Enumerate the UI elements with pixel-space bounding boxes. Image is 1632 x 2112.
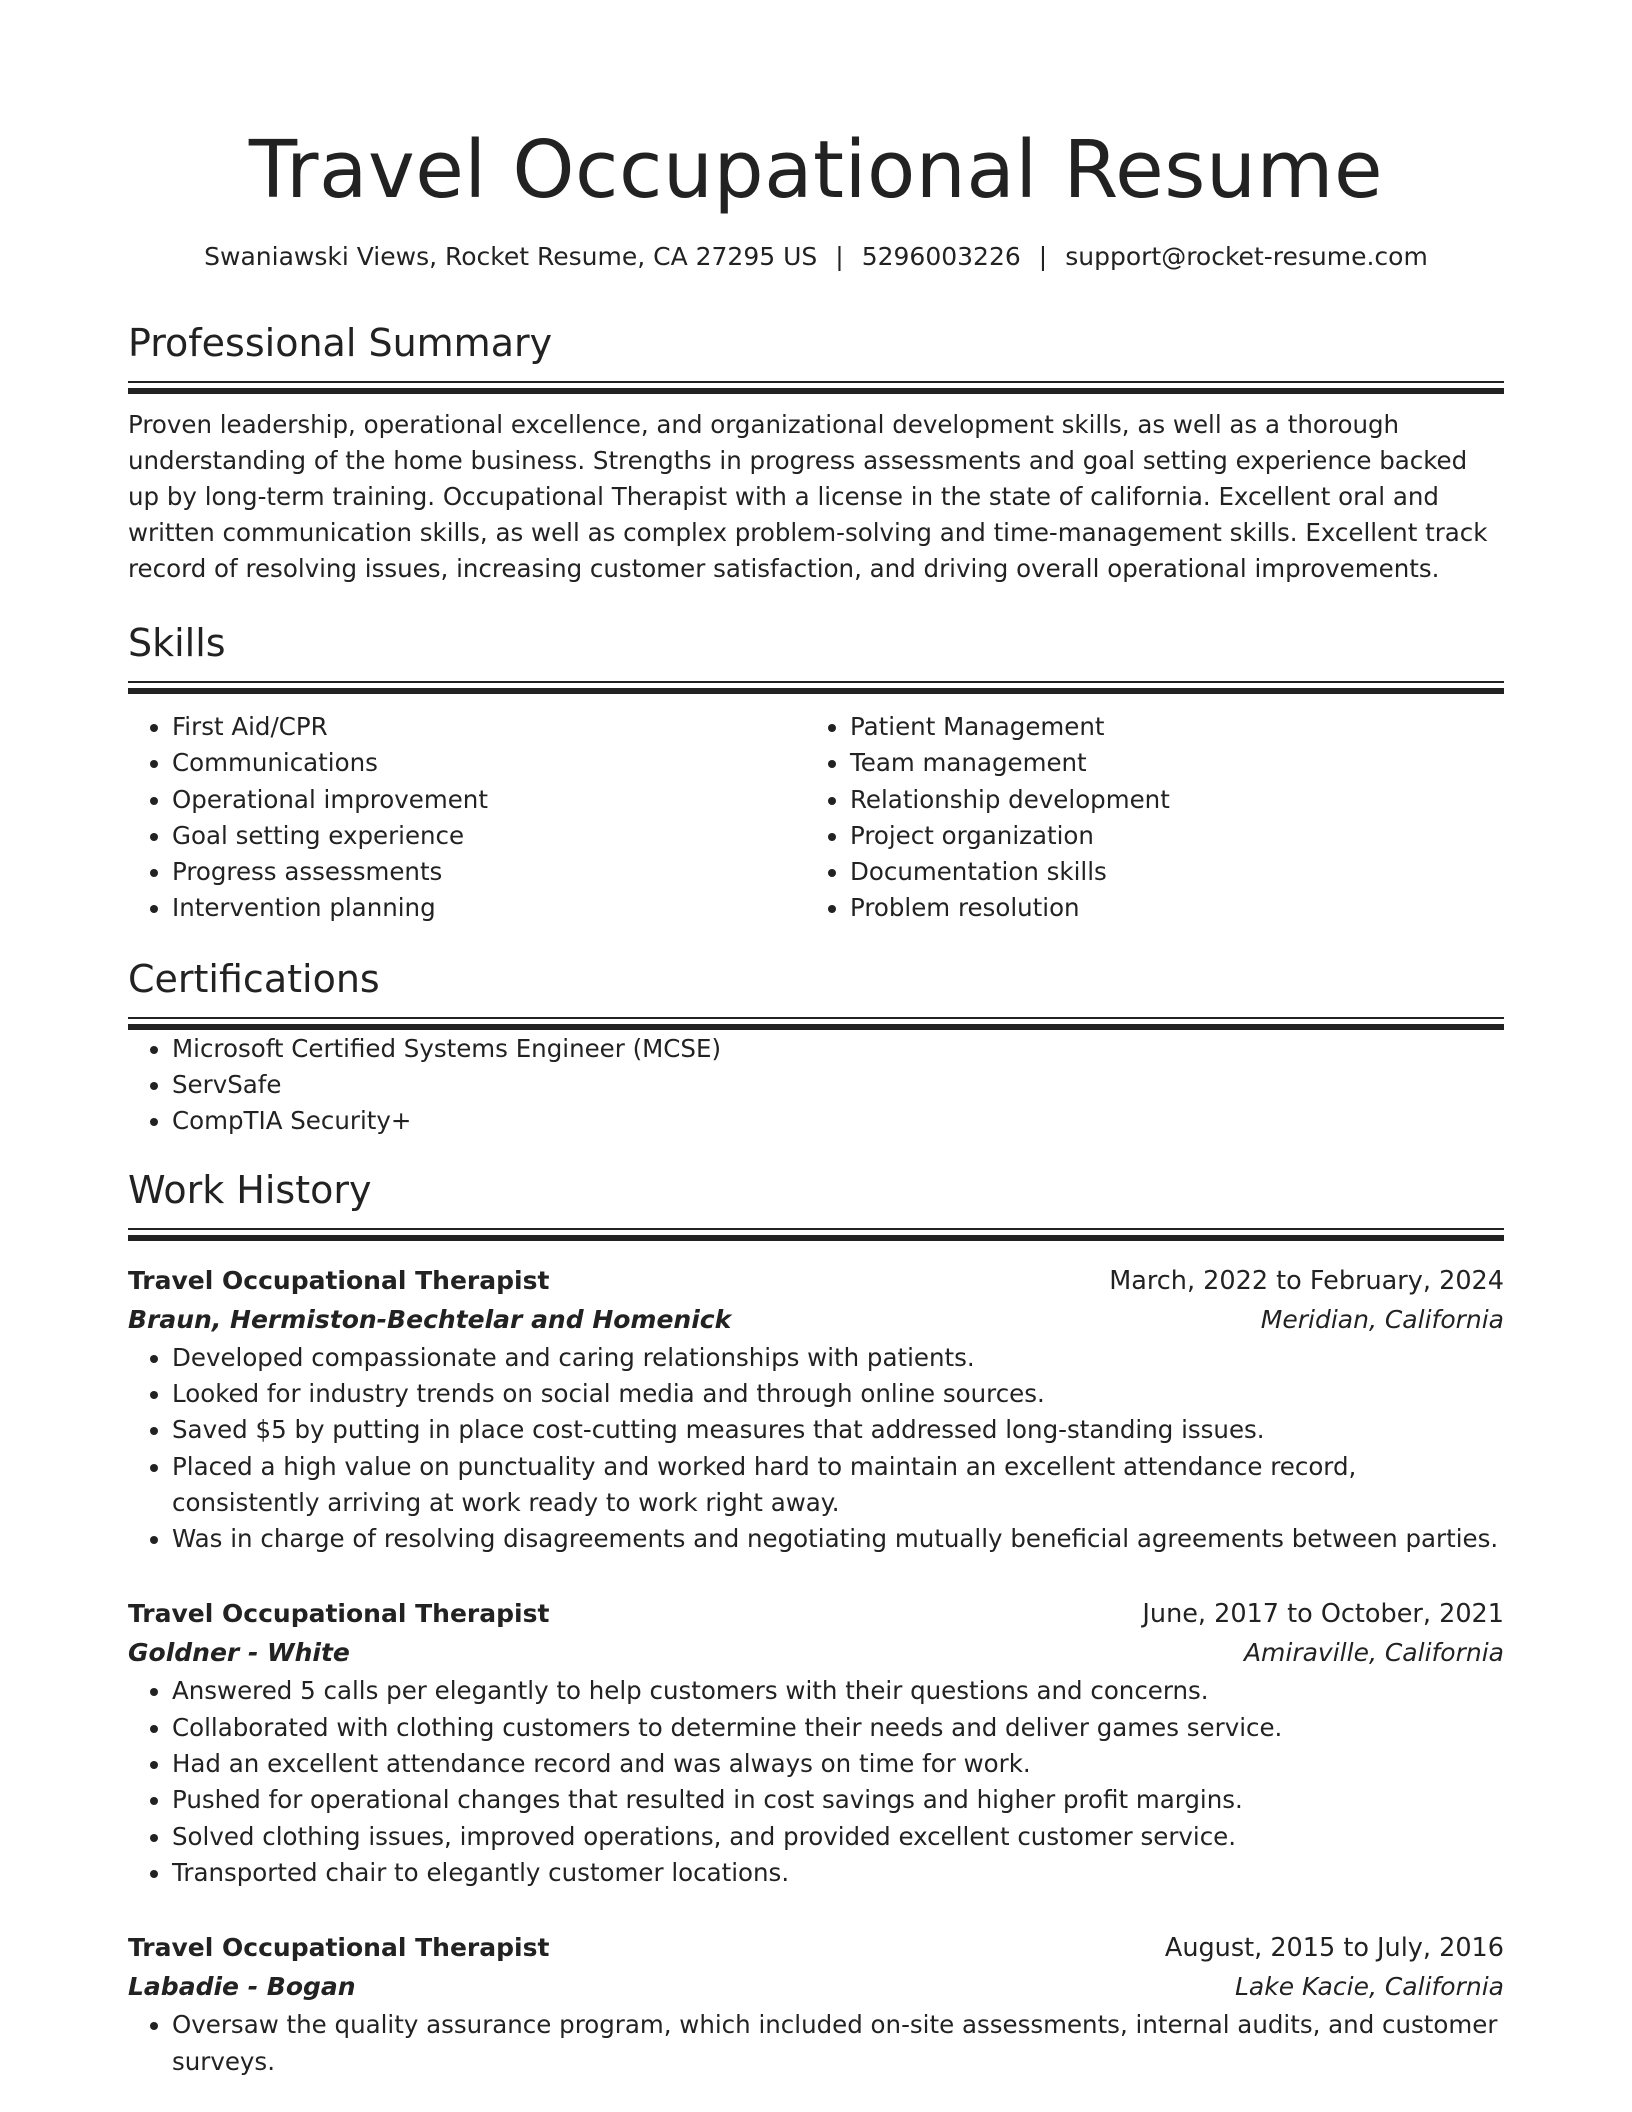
job-duty: • Transported chair to elegantly customer locations. [172,1855,1504,1891]
summary-section [128,319,1504,587]
resume-title: Travel Occupational Resume [248,124,1384,216]
job-duty: • Developed compassionate and caring relationships with patients. [172,1340,1504,1376]
job-company-row [128,1633,1504,1673]
job-duty: • Answered 5 calls per elegantly to help customers with their questions and concerns. [172,1673,1504,1709]
summary-text: Proven leadership, operational excellence, and organizational development skills, as well as a thorough understanding of the home business. Strengths in progress assessments and goal setting experience backed up by long-term training. Occupational Therapist with a license in the state of california. Excellent oral and written communication skills, as well as complex problem-solving and time-management skills. Excellent track record of resolving issues, increasing customer satisfaction, and driving overall operational improvements. [128,410,1488,583]
skill-item: • Problem resolution [850,890,1484,926]
job-duty: • Saved $5 by putting in place cost-cutting measures that addressed long-standing issues. [172,1412,1504,1448]
certifications-list [128,1031,1504,1140]
job-duty: • Looked for industry trends on social media and through online sources. [172,1376,1504,1412]
job-duty: • Placed a high value on punctuality and worked hard to maintain an excellent attendance record, consistently arriving at work ready to work right away. [172,1449,1504,1522]
certification-item: • CompTIA Security+ [172,1103,1504,1139]
certifications-section [128,955,1504,1140]
contact-separator: | [835,242,844,271]
job-header-row [128,1262,1504,1300]
contact-email: support@rocket-resume.com [1065,242,1428,271]
resume-page [128,0,1504,2080]
certification-item: • ServSafe [172,1067,1504,1103]
job-duty: • Was in charge of resolving disagreements and negotiating mutually beneficial agreements between parties. [172,1521,1504,1557]
job-company: Braun, Hermiston-Bechtelar and Homenick [128,1304,732,1334]
section-heading-skills: Skills [128,621,226,665]
work-history-section [128,1166,1504,2080]
job-duty: • Pushed for operational changes that resulted in cost savings and higher profit margins. [172,1782,1504,1818]
skill-item: • Documentation skills [850,854,1484,890]
job-dates: June, 2017 to October, 2021 [1142,1599,1504,1630]
job-location: Meridian, California [1260,1304,1504,1334]
contact-line [128,241,1504,273]
skill-item: • Operational improvement [172,782,806,818]
job-title: Travel Occupational Therapist [128,1599,550,1629]
section-heading-certifications: Certifications [128,956,380,1001]
job-company: Labadie - Bogan [128,1972,356,2002]
section-divider [128,381,1504,395]
contact-phone: 5296003226 [861,242,1021,271]
job-entry [128,1595,1504,1891]
job-dates: August, 2015 to July, 2016 [1164,1933,1504,1964]
section-divider [128,681,1504,695]
job-company-row [128,1300,1504,1340]
skill-item: • Team management [850,745,1484,781]
job-header-row [128,1929,1504,1967]
job-title: Travel Occupational Therapist [128,1265,550,1295]
job-company: Goldner - White [128,1638,350,1668]
skill-item: • Progress assessments [172,854,806,890]
job-duty: • Oversaw the quality assurance program, which included on-site assessments, internal audits, and customer surveys. [172,2007,1504,2080]
skills-column-left [128,709,806,927]
skills-list-right [806,709,1484,927]
skill-item: • Relationship development [850,782,1484,818]
section-heading-summary: Professional Summary [128,321,553,365]
job-duties-list [128,1673,1504,1891]
skill-item: • Patient Management [850,709,1484,745]
skill-item: • Goal setting experience [172,818,806,854]
job-dates: March, 2022 to February, 2024 [1109,1265,1504,1296]
job-duty: • Solved clothing issues, improved operations, and provided excellent customer service. [172,1819,1504,1855]
skills-column-right [806,709,1484,927]
job-location: Lake Kacie, California [1235,1972,1504,2002]
job-header-row [128,1595,1504,1633]
job-duties-list [128,2007,1504,2080]
job-location: Amiraville, California [1243,1638,1504,1668]
job-duty: • Collaborated with clothing customers to determine their needs and deliver games service. [172,1710,1504,1746]
skills-section [128,619,1504,927]
contact-address: Swaniawski Views, Rocket Resume, CA 27295 US [204,242,818,271]
skill-item: • First Aid/CPR [172,709,806,745]
job-company-row [128,1967,1504,2007]
section-divider [128,1228,1504,1242]
skills-list-left [128,709,806,927]
job-entry [128,1929,1504,2080]
skills-grid [128,709,1504,927]
contact-separator: | [1038,242,1048,271]
skill-item: • Intervention planning [172,890,806,926]
section-heading-work-history: Work History [128,1167,372,1212]
job-title: Travel Occupational Therapist [128,1933,550,1963]
job-duty: • Had an excellent attendance record and was always on time for work. [172,1746,1504,1782]
skill-item: • Communications [172,745,806,781]
job-duties-list [128,1340,1504,1558]
certification-item: • Microsoft Certified Systems Engineer (MCSE) [172,1031,1504,1067]
section-divider [128,1017,1504,1031]
job-entry [128,1262,1504,1558]
skill-item: • Project organization [850,818,1484,854]
